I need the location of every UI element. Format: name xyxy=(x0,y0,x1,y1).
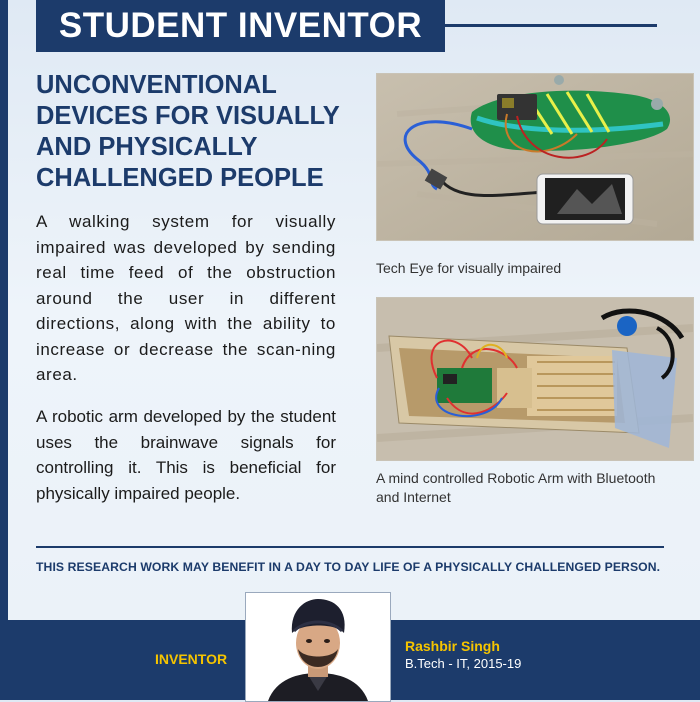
inventor-degree: B.Tech - IT, 2015-19 xyxy=(405,656,522,671)
robotic-arm-photo xyxy=(376,297,694,461)
article-paragraph-robotic-arm: A robotic arm developed by the student uses the brainwave signals for controlling it. This is beneficial for physically impaired people. xyxy=(36,407,336,503)
article-headline: UNCONVENTIONAL DEVICES FOR VISUALLY AND PHYSICALLY CHALLENGED PEOPLE xyxy=(36,71,340,192)
portrait-photo xyxy=(245,592,391,702)
photo-caption-tech-eye: Tech Eye for visually impaired xyxy=(376,260,562,276)
section-divider xyxy=(36,546,664,548)
inventor-label: INVENTOR xyxy=(155,651,228,667)
header-rule xyxy=(445,24,657,27)
photo-caption-robotic-arm: A mind controlled Robotic Arm with Bluetooth and Internet xyxy=(376,470,656,505)
section-title: STUDENT INVENTOR xyxy=(36,0,445,52)
research-benefit-note: THIS RESEARCH WORK MAY BENEFIT IN A DAY TO DAY LIFE OF A PHYSICALLY CHALLENGED PERSON. xyxy=(36,560,661,574)
shoe-with-phone-photo xyxy=(376,73,694,241)
inventor-name: Rashbir Singh xyxy=(405,638,500,654)
article-paragraph-walking-system: A walking system for visually impaired was developed by sending real time feed of the obstruction around the user in different directions, along with the ability to increase or decrease the scan-ning area. xyxy=(36,212,336,384)
left-frame-bar xyxy=(0,0,8,700)
